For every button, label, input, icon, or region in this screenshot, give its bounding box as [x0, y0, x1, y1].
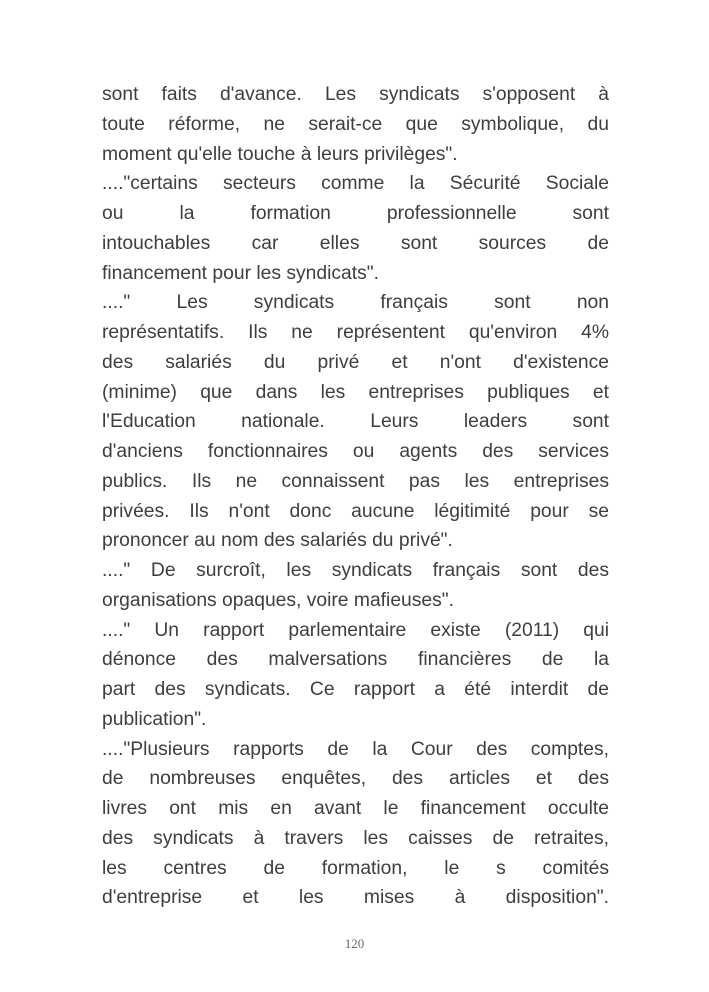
- text-line: de nombreuses enquêtes, des articles et des: [102, 768, 609, 790]
- text-line: ...." De surcroît, les syndicats français sont des: [102, 560, 609, 581]
- text-line: sont faits d'avance. Les syndicats s'opposent à: [102, 84, 609, 105]
- text-line: des salariés du privé et n'ont d'existence: [102, 351, 609, 373]
- text-line: privées. Ils n'ont donc aucune légitimité pour se: [102, 500, 609, 522]
- page-number: 120: [344, 936, 365, 951]
- text-line: des syndicats à travers les caisses de retraites,: [102, 827, 609, 849]
- text-line: ...."Plusieurs rapports de la Cour des comptes,: [102, 738, 609, 760]
- text-line: prononcer au nom des salariés du privé".: [102, 530, 453, 552]
- text-line: livres ont mis en avant le financement occulte: [102, 798, 609, 819]
- text-line: représentatifs. Ils ne représentent qu'environ 4%: [102, 322, 609, 343]
- text-line: publication".: [102, 708, 207, 730]
- text-line: ...." Un rapport parlementaire existe (2011) qui: [102, 619, 609, 641]
- text-line: part des syndicats. Ce rapport a été interdit de: [102, 679, 609, 700]
- text-line: (minime) que dans les entreprises publiques et: [102, 381, 609, 403]
- text-line: dénonce des malversations financières de la: [102, 649, 609, 671]
- text-line: l'Education nationale. Leurs leaders sont: [102, 411, 609, 433]
- text-line: ...." Les syndicats français sont non: [102, 292, 609, 314]
- text-line: intouchables car elles sont sources de: [102, 232, 609, 254]
- text-line: toute réforme, ne serait-ce que symbolique, du: [102, 113, 609, 135]
- text-line: les centres de formation, le s comités: [102, 857, 609, 879]
- page-text: [102, 80, 609, 913]
- text-line: d'entreprise et les mises à disposition".: [102, 887, 609, 909]
- text-line: ...."certains secteurs comme la Sécurité Sociale: [102, 173, 609, 195]
- text-line: publics. Ils ne connaissent pas les entreprises: [102, 470, 609, 492]
- text-line: ou la formation professionnelle sont: [102, 203, 609, 224]
- text-line: financement pour les syndicats".: [102, 262, 379, 284]
- text-line: organisations opaques, voire mafieuses".: [102, 589, 454, 611]
- text-line: moment qu'elle touche à leurs privilèges".: [102, 143, 458, 165]
- text-line: d'anciens fonctionnaires ou agents des services: [102, 441, 609, 462]
